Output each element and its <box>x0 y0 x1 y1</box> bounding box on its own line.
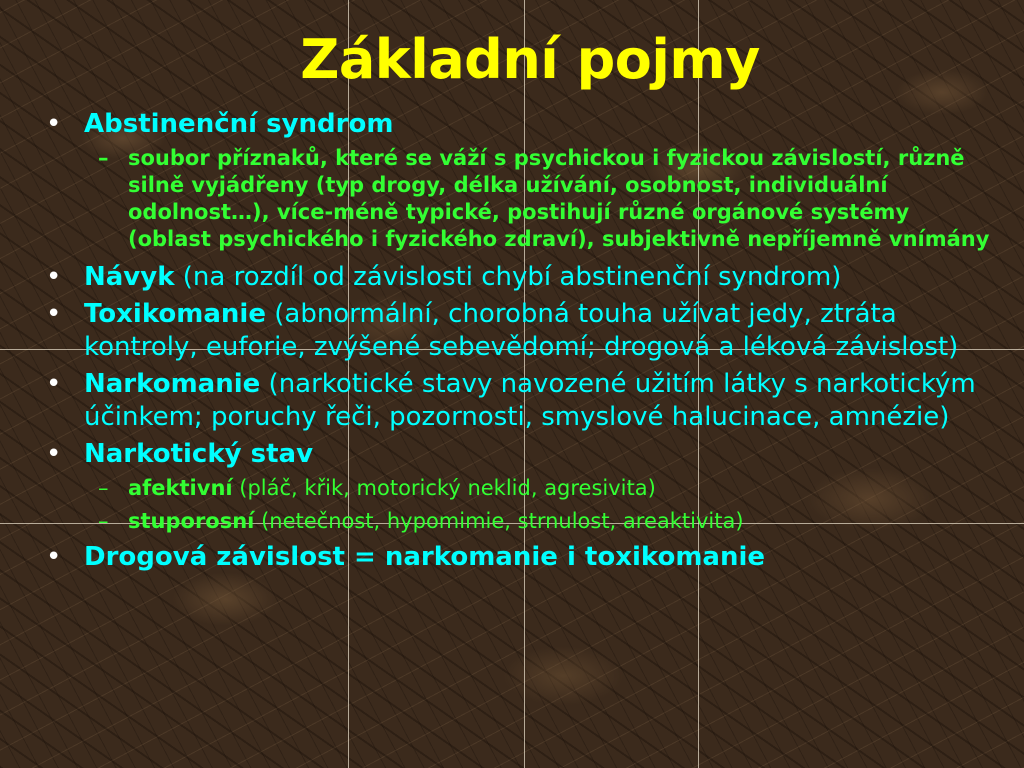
sub-item-term: stuporosní <box>128 509 255 533</box>
bullet-icon: • <box>46 369 62 399</box>
item-description: (na rozdíl od závislosti chybí abstinenční syndrom) <box>174 262 842 292</box>
bullet-icon: • <box>46 262 62 292</box>
list-item-navyk <box>46 261 996 294</box>
bullet-icon: • <box>46 109 62 139</box>
item-term: Drogová závislost = narkomanie i toxikomanie <box>84 542 766 572</box>
item-term: Návyk <box>84 262 175 292</box>
item-description: (narkotické stavy navozené užitím látky s narkotickým účinkem; poruchy řeči, pozornosti, smyslové halucinace, amnézie) <box>84 369 976 432</box>
item-term: Toxikomanie <box>84 299 266 329</box>
sub-item-afektivni <box>46 475 996 502</box>
list-item-narkomanie <box>46 368 996 434</box>
sub-item-description: (pláč, křik, motorický neklid, agresivita) <box>232 476 656 500</box>
list-item-toxikomanie <box>46 298 996 364</box>
sub-item-text: soubor příznaků, které se váží s psychickou i fyzickou závislostí, různě silně vyjádřeny (typ drogy, délka užívání, osobnost, individuální odolnost…), více-méně typické, postihují různé orgánové systémy (oblast psychického i fyzického zdraví), subjektivně nepříjemně vnímány <box>128 146 990 251</box>
dash-icon: – <box>98 476 109 500</box>
list-item-narkoticky-stav <box>46 438 996 471</box>
sub-item-definition <box>46 145 996 253</box>
item-term: Narkomanie <box>84 369 261 399</box>
dash-icon: – <box>98 146 109 170</box>
bullet-list <box>46 108 996 578</box>
bullet-icon: • <box>46 299 62 329</box>
list-item-drogova-zavislost <box>46 541 996 574</box>
dash-icon: – <box>98 509 109 533</box>
item-term: Narkotický stav <box>84 439 314 469</box>
bullet-icon: • <box>46 439 62 469</box>
sub-item-description: (netečnost, hypomimie, strnulost, areaktivita) <box>254 509 744 533</box>
sub-item-term: afektivní <box>128 476 233 500</box>
bullet-icon: • <box>46 542 62 572</box>
item-description: (abnormální, chorobná touha užívat jedy, ztráta kontroly, euforie, zvýšené sebevědomí; drogová a léková závislost) <box>84 299 959 362</box>
item-term: Abstinenční syndrom <box>84 109 394 139</box>
list-item-abstinencni-syndrom <box>46 108 996 141</box>
slide-title: Základní pojmy <box>300 28 760 91</box>
sub-item-stuporosni <box>46 508 996 535</box>
